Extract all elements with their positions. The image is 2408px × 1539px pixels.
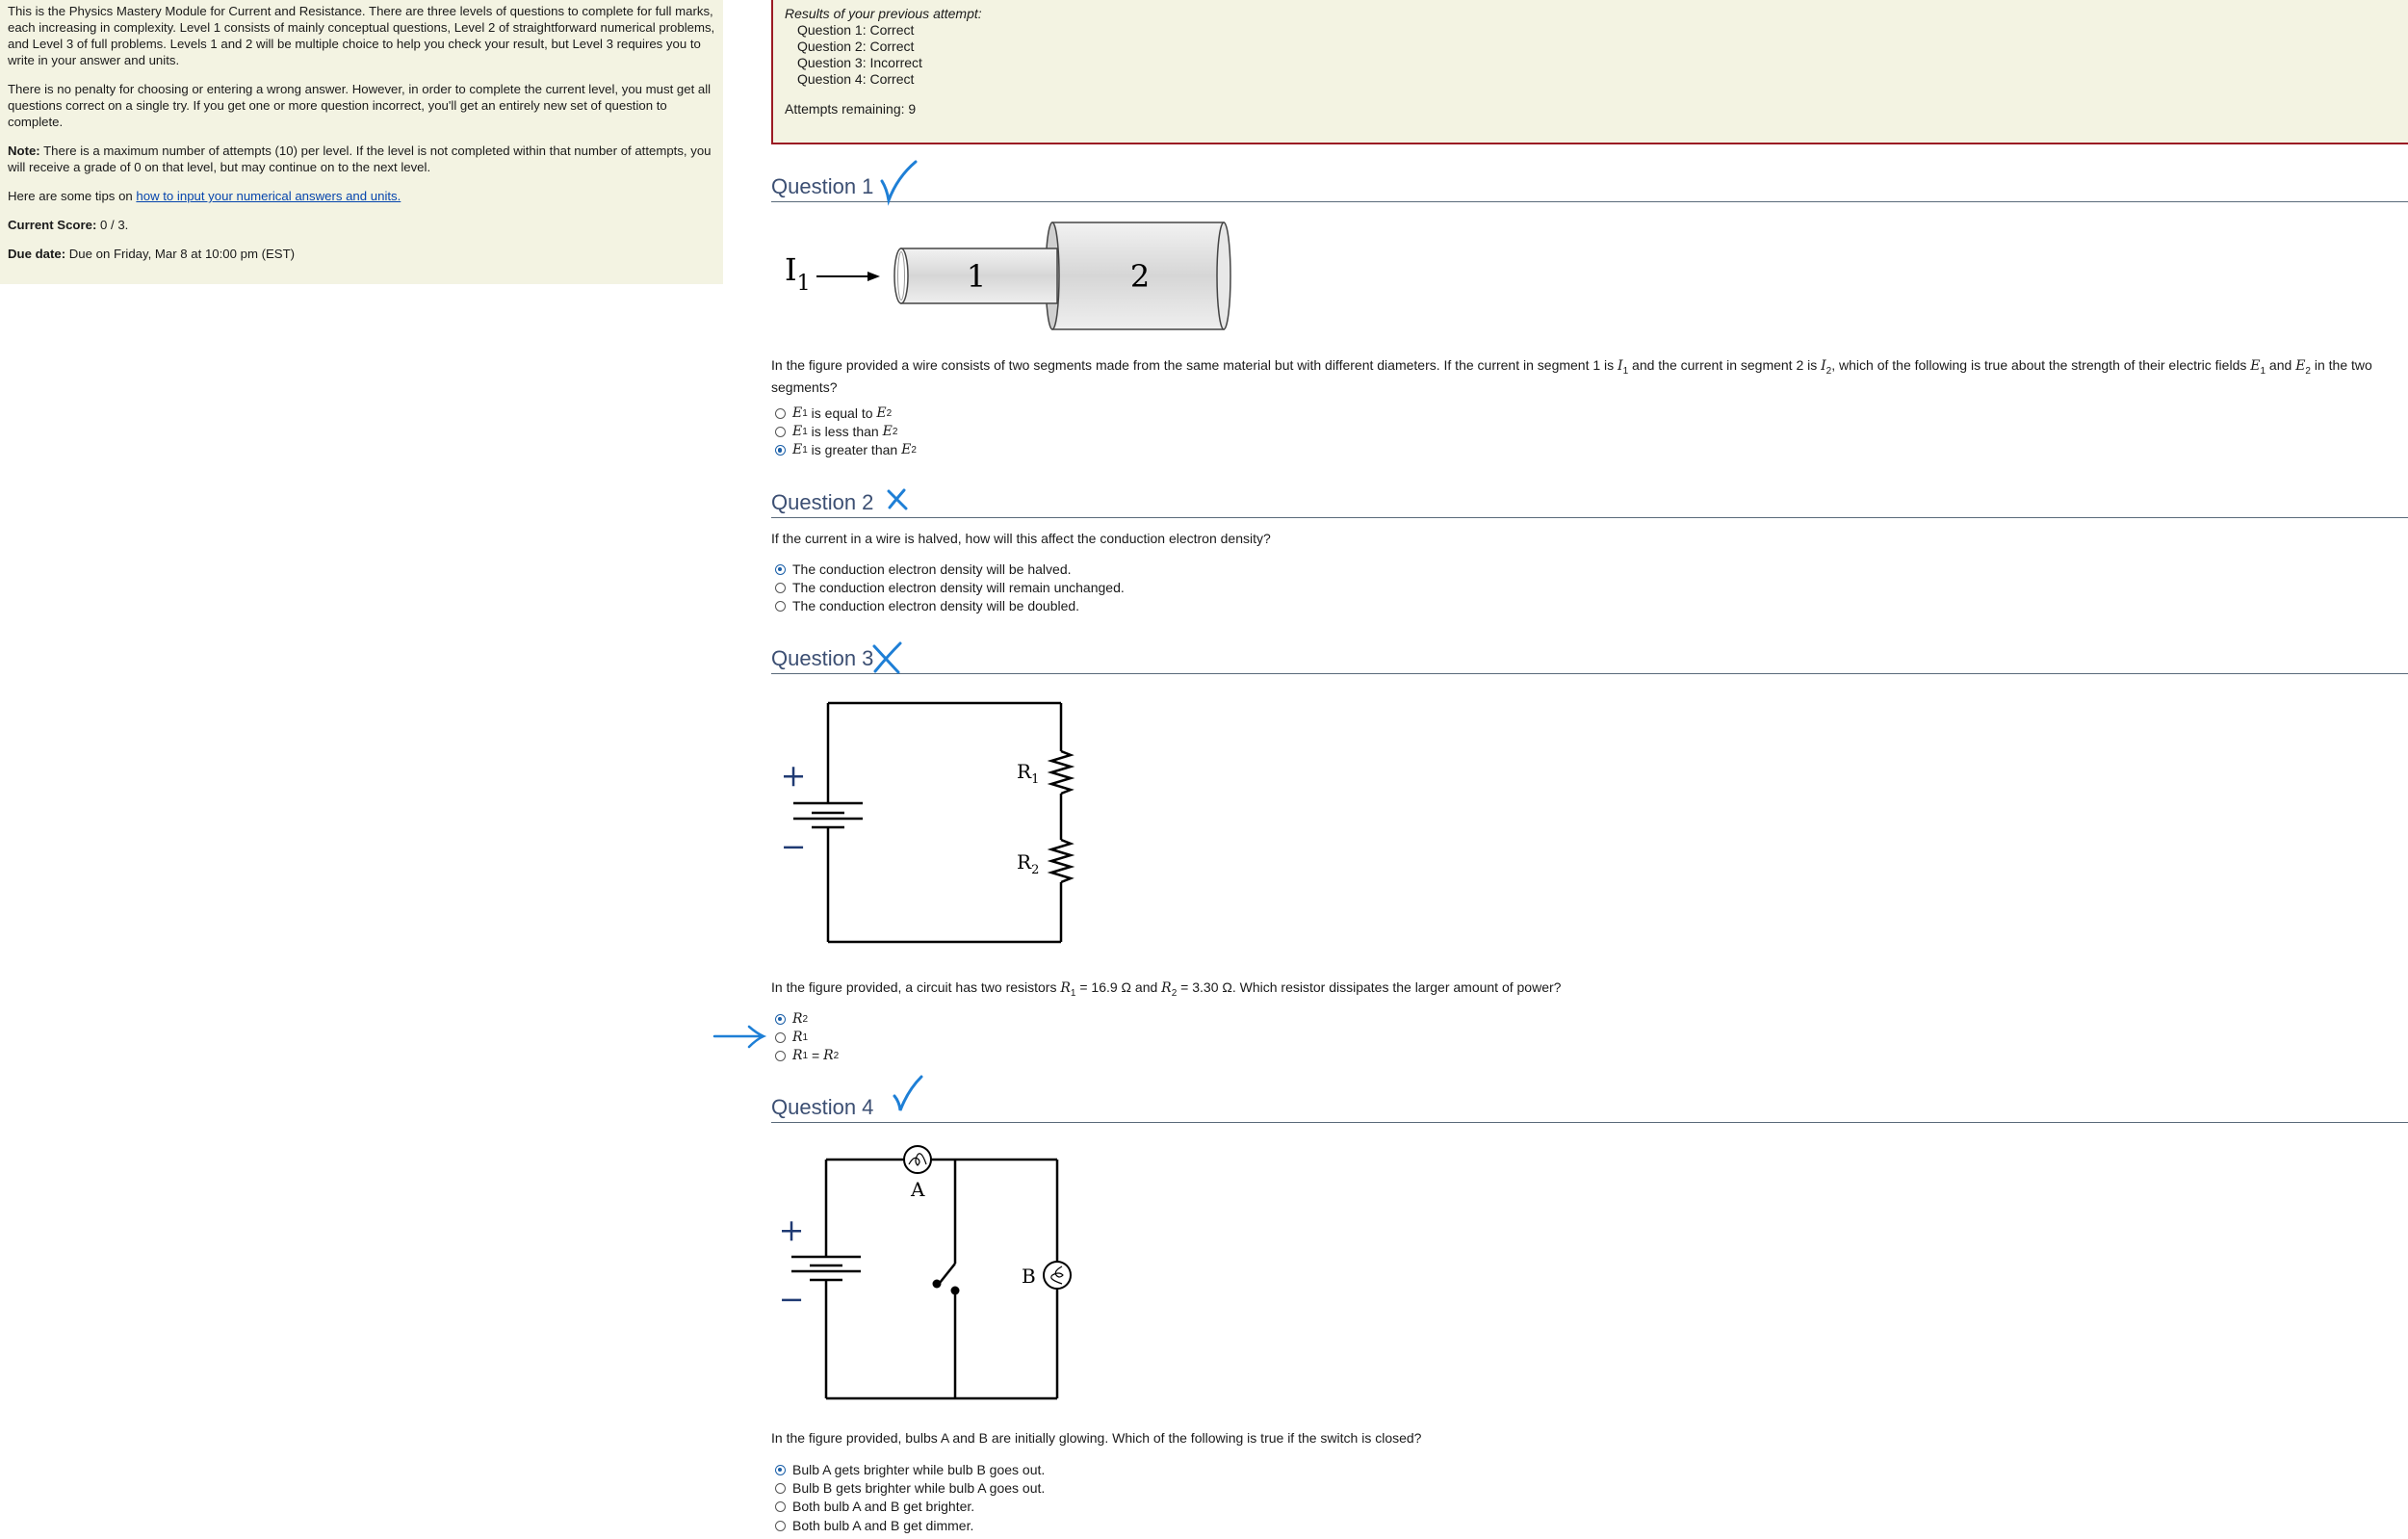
note-label: Note: [8, 143, 40, 158]
radio-button-selected[interactable] [775, 1465, 786, 1475]
q3-choice-r2[interactable]: R 2 [775, 1010, 839, 1029]
radio-button[interactable] [775, 601, 786, 612]
radio-button-selected[interactable] [775, 445, 786, 456]
previous-attempt-title: Results of your previous attempt: [785, 6, 982, 21]
note-text [8, 143, 715, 175]
radio-button-selected[interactable] [775, 1014, 786, 1025]
score-value: 0 / 3. [96, 218, 129, 232]
segment-1-label: 1 [966, 258, 987, 295]
q4-choice-both-brighter[interactable]: Both bulb A and B get brighter. [775, 1498, 1045, 1516]
previous-result-3: Question 3: Incorrect [797, 55, 922, 70]
current-i1-label: $I_1$ [785, 251, 811, 296]
question-4-title: Question 4 [771, 1095, 874, 1119]
tips-prefix: Here are some tips on [8, 189, 137, 203]
penalty-text: There is no penalty for choosing or entering a wrong answer. However, in order to complete the current level, you must get all questions correct on a single try. If you get one or more question incorrect, you'll get an entirely new set of question to complete. [8, 82, 712, 129]
wire-segments-figure [771, 217, 1272, 337]
radio-button[interactable] [775, 1501, 786, 1512]
q2-choice-halved[interactable]: The conduction electron density will be halved. [775, 561, 1125, 579]
check-mark-icon [893, 1075, 923, 1113]
due-label: Due date: [8, 247, 66, 261]
previous-attempt-box [771, 0, 2408, 144]
tips-link[interactable]: how to input your numerical answers and units. [136, 189, 401, 203]
q4-choice-a-brighter[interactable]: Bulb A gets brighter while bulb B goes out. [775, 1461, 1045, 1479]
previous-result-1: Question 1: Correct [797, 22, 915, 38]
battery-minus-label: − [780, 828, 807, 865]
question-2-header [771, 489, 2408, 518]
score-label: Current Score: [8, 218, 97, 232]
bulb-switch-circuit [771, 1138, 1089, 1403]
radio-button[interactable] [775, 1483, 786, 1494]
question-1-header [771, 173, 2408, 202]
resistor-r1-label: $R_1$ [1017, 760, 1040, 787]
q1-choice-less[interactable]: E 1 is less than E 2 [775, 423, 917, 441]
question-2-title: Question 2 [771, 490, 874, 514]
current-score [8, 217, 715, 233]
question-4-header [771, 1094, 2408, 1123]
due-value: Due on Friday, Mar 8 at 10:00 pm (EST) [65, 247, 296, 261]
q3-choice-r1[interactable]: R 1 [775, 1029, 839, 1047]
note-body: There is a maximum number of attempts (10) per level. If the level is not completed within that number of attempts, you will receive a grade of 0 on that level, but may continue on to the next level. [8, 143, 712, 174]
due-date [8, 246, 715, 262]
radio-button[interactable] [775, 427, 786, 437]
segment-1-face [894, 248, 908, 303]
switch-contact [951, 1287, 960, 1295]
bulb-a-label: A [911, 1178, 925, 1201]
arrow-head-icon [867, 272, 880, 281]
question-4-text: In the figure provided, bulbs A and B are initially glowing. Which of the following is true if the switch is closed? [771, 1430, 1422, 1446]
cross-mark-icon [887, 489, 908, 510]
segment-2-label: 2 [1129, 258, 1151, 295]
previous-result-2: Question 2: Correct [797, 39, 915, 54]
question-1-choices [775, 404, 917, 460]
q1-choice-greater[interactable]: E 1 is greater than E 2 [775, 441, 917, 459]
question-4-choices [775, 1461, 1045, 1535]
question-1-title: Question 1 [771, 174, 874, 198]
q1-choice-equal[interactable]: E 1 is equal to E 2 [775, 404, 917, 423]
question-2-text: If the current in a wire is halved, how will this affect the conduction electron density? [771, 531, 1271, 546]
bulb-b-icon [1044, 1262, 1071, 1289]
q4-choice-b-brighter[interactable]: Bulb B gets brighter while bulb A goes out. [775, 1479, 1045, 1498]
q2-choice-doubled[interactable]: The conduction electron density will be doubled. [775, 597, 1125, 615]
resistor-r2-label: $R_2$ [1017, 850, 1040, 877]
series-resistor-circuit [771, 693, 1089, 944]
battery-minus-label: − [778, 1281, 805, 1317]
battery-plus-label: + [780, 757, 807, 794]
segment-2-end [1217, 222, 1230, 329]
check-mark-icon [880, 160, 919, 202]
intro-text: This is the Physics Mastery Module for Current and Resistance. There are three levels of questions to complete for full marks, each increasing in complexity. Level 1 consists of mainly conceptual questions, Level 2 of straightforward numerical problems, and Level 3 of full problems. Levels 1 and 2 will be multiple choice to help you check your result, but Level 3 requires you to write in your answer and units. [8, 4, 715, 67]
q4-choice-both-dimmer[interactable]: Both bulb A and B get dimmer. [775, 1517, 1045, 1535]
attempts-remaining: Attempts remaining: 9 [785, 101, 917, 117]
previous-result-4: Question 4: Correct [797, 71, 915, 87]
switch-pivot [933, 1280, 942, 1289]
radio-button-selected[interactable] [775, 564, 786, 575]
bulb-a-icon [904, 1146, 931, 1173]
instructions-panel [0, 0, 723, 284]
bulb-b-label: B [1022, 1265, 1036, 1288]
radio-button[interactable] [775, 1521, 786, 1531]
tips-text [8, 188, 715, 204]
question-3-header [771, 645, 2408, 674]
radio-button[interactable] [775, 1051, 786, 1061]
q2-choice-unchanged[interactable]: The conduction electron density will remain unchanged. [775, 579, 1125, 597]
hint-arrow-icon [712, 1025, 766, 1048]
question-2-choices [775, 561, 1125, 616]
q3-choice-equal[interactable]: R 1 = R 2 [775, 1047, 839, 1065]
radio-button[interactable] [775, 583, 786, 593]
cross-mark-icon [871, 641, 902, 674]
question-3-title: Question 3 [771, 646, 874, 670]
question-3-choices [775, 1010, 839, 1066]
radio-button[interactable] [775, 1032, 786, 1043]
battery-plus-label: + [778, 1212, 805, 1248]
radio-button[interactable] [775, 408, 786, 419]
question-3-text: In the figure provided, a circuit has two resistors $R_1 = 16.9$ Ω and $R_2 = 3.30$ Ω. Which resistor dissipates the larger amount of power? [771, 979, 1562, 999]
question-1-text: In the figure provided a wire consists of two segments made from the same material but with different diameters. If the current in segment 1 is $I_1$ and the current in segment 2 is $I_2$, which of the following is true about the strength of their electric fields $E_1$ and $E_2$ in the two segments? [771, 357, 2372, 395]
